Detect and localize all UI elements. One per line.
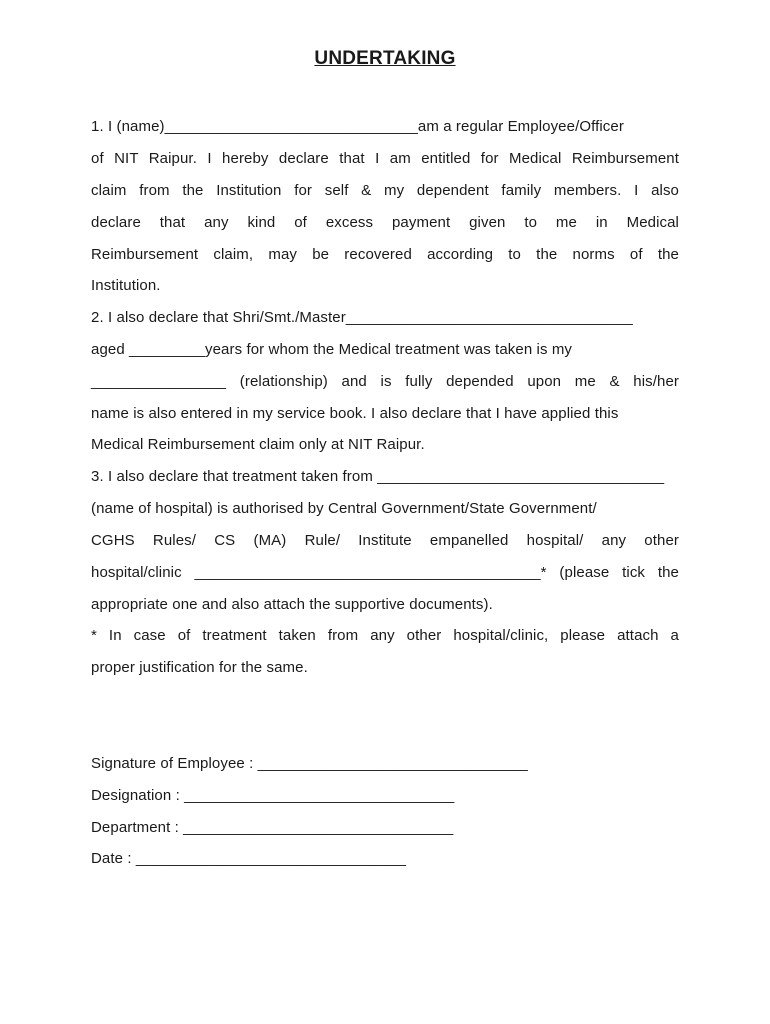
clause-1-line-3: claim from the Institution for self & my dependent family members. I also (91, 182, 679, 199)
clause-1-line-4: declare that any kind of excess payment given to me in Medical (91, 214, 679, 231)
footnote-line-1: * In case of treatment taken from any other hospital/clinic, please attach a (91, 627, 679, 644)
signature-field: Signature of Employee : ________________________________ (91, 755, 528, 772)
clause-3-line-5: appropriate one and also attach the supportive documents). (91, 596, 493, 613)
clause-1-line-5: Reimbursement claim, may be recovered according to the norms of the (91, 246, 679, 263)
document-title: UNDERTAKING (314, 48, 456, 69)
clause-3-line-2: (name of hospital) is authorised by Central Government/State Government/ (91, 500, 597, 517)
clause-2-line-4: name is also entered in my service book. I also declare that I have applied this (91, 405, 619, 422)
department-field: Department : ________________________________ (91, 819, 454, 836)
designation-field: Designation : ________________________________ (91, 787, 455, 804)
clause-3-line-3: CGHS Rules/ CS (MA) Rule/ Institute empanelled hospital/ any other (91, 532, 679, 549)
clause-1-line-2: of NIT Raipur. I hereby declare that I am entitled for Medical Reimbursement (91, 150, 679, 167)
clause-2-line-1: 2. I also declare that Shri/Smt./Master__________________________________ (91, 309, 633, 326)
date-field: Date : ________________________________ (91, 850, 407, 867)
clause-2-line-2: aged _________years for whom the Medical treatment was taken is my (91, 341, 573, 358)
clause-1-line-6: Institution. (91, 277, 161, 294)
clause-2-line-3: ________________ (relationship) and is fully depended upon me & his/her (91, 373, 679, 390)
clause-2-line-5: Medical Reimbursement claim only at NIT Raipur. (91, 436, 425, 453)
clause-3-line-1: 3. I also declare that treatment taken from __________________________________ (91, 468, 665, 485)
clause-1-line-1: 1. I (name)______________________________am a regular Employee/Officer (91, 118, 624, 135)
footnote-line-2: proper justification for the same. (91, 659, 308, 676)
clause-3-line-4: hospital/clinic _________________________________________* (please tick the (91, 564, 679, 581)
